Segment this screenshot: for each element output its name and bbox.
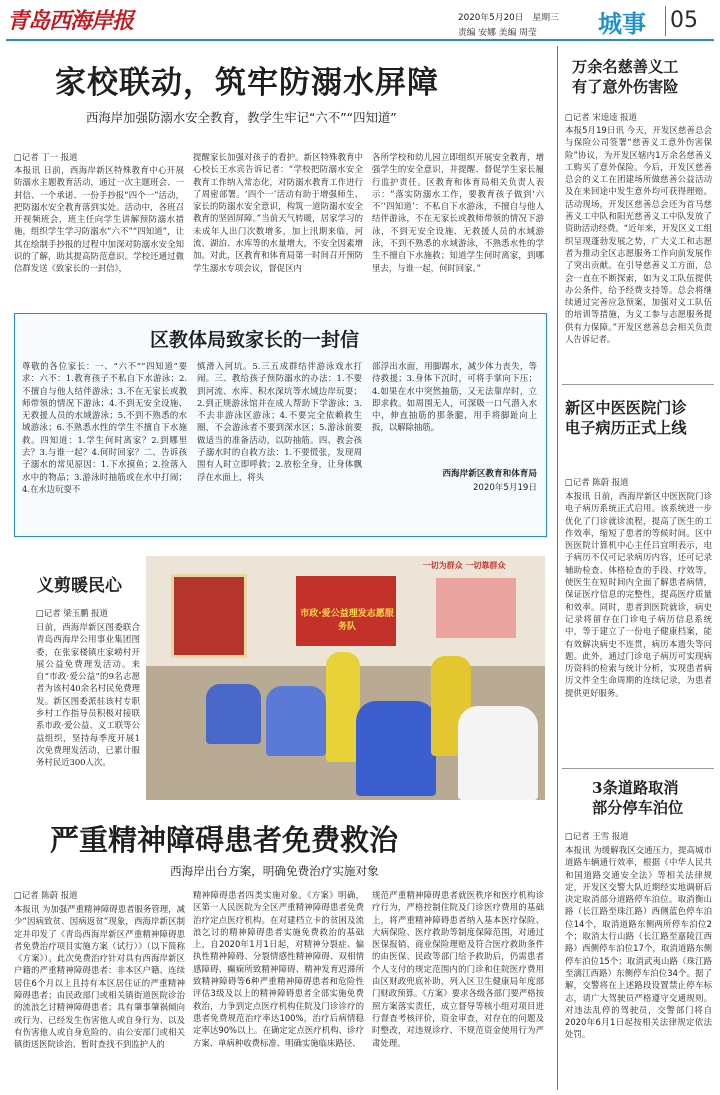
byline: □记者 宋逵逵 报道 (565, 112, 637, 122)
newspaper-logo: 青岛西海岸报 (7, 8, 134, 34)
headline-volunteer-insurance: 万余名慈善义工 有了意外伤害险 (572, 58, 679, 96)
sidebar-separator (562, 768, 714, 769)
article-column: 本报讯 日前，西海岸新区特殊教育中心开展防溺水主题教育活动，通过一次主题班会、一封信、一个承诺、一份手抄报“四个一”活动，把防溺水安全教育落到实处。活动中，各班召开视频班会，班主任向学生讲解预防溺水措施，组织学生学习防溺水“六不”“四知道”，让其在绘制手抄报的过程中加深对防溺水安全知识的了解，助其提高防范意识。学校还通过微信群发送《致家长的一封信》， (14, 165, 184, 274)
article-column: 本报讯 日前，西海岸新区中医医院门诊电子病历系统正式启用。该系统进一步优化了门诊就诊流程，提高了医生的工作效率，缩短了患者的等候时间。区中医医院计算机中心主任吕宜明表示，电子病历不仅可记录病历内容，还可记录辅助检查、体格检查的手段、疗效等，使医生在短时间内全面了解患者病情，保证医疗信息的完整性，提高医疗质量和效率。同时，患者到医院就诊，病史记录将留存在门诊电子病历信息系统中，等于建立了一份电子健康档案，能有效解决病史不连贯，病历本遗失等问题。此外，通过门诊电子病历可实现病历资料的检索与统计分析，实现患者病历文件全生命周期的连续记录，为患者提供更好服务。 (565, 491, 712, 698)
byline: □记者 王雪 报道 (565, 831, 629, 841)
headline-parking: 3条道路取消 部分停车泊位 (592, 779, 684, 817)
haircut-photo (146, 556, 545, 800)
editors-line: 责编 安娜 美编 周莹 (458, 28, 537, 38)
sidebar-separator (562, 384, 714, 385)
page-number: 05 (670, 8, 698, 33)
article-column: 本报讯 为缓解我区交通压力，提高城市道路车辆通行效率，根据《中华人民共和国道路交通安全法》等相关法律规定，开发区交警大队近期经实地调研后决定取消部分道路停车泊位。取消衡山路（长江路至珠江路）西侧蓝色停车泊位14个，取消道路东侧两所停车泊位2个；取消太行山路（长江路至嘉陵江西路）西侧停车泊位17个，取消道路东侧停车泊位15个；取消武夷山路（珠江路至漓江西路）东侧停车泊位34个。据了解，交警将在上述路段设置禁止停车标志，请广大驾驶员严格遵守交通规则。对违法乱停的驾驶员，交警部门将自2020年6月1日起按相关法律规定依法处罚。 (565, 845, 712, 1040)
issue-date: 2020年5月20日 星期三 (458, 13, 559, 23)
subhead-mental-health: 西海岸出台方案，明确免费治疗实施对象 (170, 864, 379, 878)
photo-banner: 市政·爱公益理发志愿服务队 (300, 609, 394, 632)
byline: □记者 陈蔚 报道 (14, 890, 78, 900)
letter-column: 慎滑入河坑。5.三五成群结伴游泳戏水打闹。三、教给孩子预防溺水的办法：1.不要到河流、水库、积水深坑等水域边岸玩耍；2.到正规游泳馆并在成人帮助下学游泳；3.不去非游泳区游泳；4.不要完全依赖救生圈，不会游泳者不要到深水区；5.游泳前要做适当的准备活动，以防抽筋。四、教会孩子溺水时的自救方法：1.不要慌张，发现周围有人时立即呼救；2.放松全身，让身体飘浮在水面上，将头 (197, 361, 362, 482)
letter-column: 部浮出水面，用脚踢水，减少体力丧失，等待救援；3.身体下沉时，可将手掌向下压；4.如果在水中突然抽筋，又无法靠岸时，立即求救。如周围无人，可深吸一口气潜入水中，伸直抽筋的那条腿，用手将脚趾向上扳，以解除抽筋。 (372, 361, 537, 433)
letter-date: 2020年5月19日 (472, 483, 537, 493)
header-rule (6, 39, 714, 41)
byline: □记者 梁玉鹏 报道 (36, 608, 108, 618)
byline: □记者 陈蔚 报道 (565, 477, 629, 487)
headline-e-records: 新区中医医院门诊 电子病历正式上线 (565, 399, 687, 437)
article-column: 日前，西海岸新区图委联合青岛西海岸公用事业集团图委，在张家楼镇庄家崂村开展公益免费理发活动。来自“市政·爱公益”的9名志愿者为该村40余名村民免费理发。新区图委派驻该村专职乡村工作指导员积极对接联系市政·爱公益、义工联等公益组织，坚持每季度开展1次免费理发活动，已累计服务村民近300人次。 (36, 622, 140, 768)
headline-haircut: 义剪暖民心 (37, 576, 122, 596)
article-column: 规范严重精神障碍患者就医秩序和医疗机构诊疗行为，严格控制住院及门诊医疗费用的基础上，将严重精神障碍患者纳入基本医疗保险、大病保险、医疗救助等制度保障范围，对通过医保报销、商业保险理赔及符合医疗救助条件的由医保、民政等部门给予救助后，仍需患者个人支付的规定范围内的门诊和住院医疗费用由区财政兜底补助，列入区卫生健康局年度部门财政预算。《方案》要求各级各部门要严格按照方案落实责任，成立督导等核小组对项目进行督查考核评价，资金审查，对存在的问题及时整改，对违规诊疗、不规范资金使用行为严肃处理。 (372, 890, 544, 1048)
photo-poster: 一切为群众 一切靠群众 (422, 561, 506, 570)
article-column: 本报讯 为加强严重精神障碍患者服务管理，减少“因病致贫、因病返贫”现象，西海岸新区制定并印发了《青岛西海岸新区严重精神障碍患者免费治疗项目实施方案（试行）》（以下简称《方案》）。此次免费治疗针对具有西海岸新区户籍的严重精神障碍患者：非本区户籍、连续居住6个月以上且持有本区居住证的严重精神障碍患者；由民政部门或相关镇街道医院诊治的流浪乞讨精神障碍患者；具有肇事肇祸倾向或行为、已经发生伤害他人或自身行为、以及有伤害他人或自身危险的、由公安部门或相关镇街送医院诊治、暂时查找不到监护人的 (14, 904, 185, 1050)
byline: □记者 丁一 报道 (14, 152, 78, 162)
headline-mental-health: 严重精神障碍患者免费救治 (50, 823, 399, 857)
header-divider (665, 6, 666, 36)
section-title: 城事 (598, 10, 646, 38)
letter-signature: 西海岸新区教育和体育局 (442, 469, 537, 479)
article-column: 精神障碍患者四类实施对象。《方案》明确，区第一人民医院为全区严重精神障碍患者免费治疗定点医疗机构。在对建档立卡的贫困及流浪乞讨的精神障碍患者实施免费救治的基础上，自2020年1月1日起，对精神分裂症、偏执性精神障碍、分裂情感性精神障碍、双相情感障碍、癫痫所致精神障碍、精神发育迟滞所致精神障碍等6种严重精神障碍患者和危险性评估3级及以上的精神障碍患者全部实施免费救治，力争到定点医疗机构住院及门诊诊疗的患者免费规范治疗率达100%，治疗后病情稳定率达90%以上。在确定定点医疗机构、诊疗方案、单病种收费标准、明确实施临床路径、 (193, 890, 364, 1048)
letter-column: 尊敬的各位家长：一、“六不”“四知道”要求：六不：1.教育孩子不私自下水游泳；2.不擅自与他人结伴游泳；3.不在无家长或教师带领的情况下游泳；4.不到无安全设施、无救援人员的水域游泳；5.不到不熟悉的水域游泳；6.不熟悉水性的学生不擅自下水施救。四知道：1.学生何时离家？2.到哪里去？3.与谁一起？4.何时回家？二、告诉孩子溺水的常见原因：1.下水摸鱼；2.捡落入水中的物品；3.游泳时抽筋或在水中打闹；4.在水边玩耍不 (22, 361, 187, 494)
article-column: 各所学校和幼儿园立即组织开展安全教育，增强学生的安全意识，并提醒、督促学生家长履行监护责任。区教育和体育局相关负责人表示：“落实防溺水工作，要教育孩子做到‘六不’‘四知道’：不私自下水游泳，不擅自与他人结伴游泳，不在无家长或教师带领的情况下游泳，不到无安全设施、无救援人员的水域游泳，不到不熟悉的水域游泳，不熟悉水性的学生不擅自下水施救；知道学生何时离家，到哪里去，与谁一起，何时回家。” (372, 152, 544, 273)
headline-drowning: 家校联动，筑牢防溺水屏障 (55, 65, 439, 101)
article-column: 提醒家长加强对孩子的看护。新区特殊教育中心校长王水宾告诉记者：“学校把防溺水安全教育工作纳入常态化，对防溺水教育工作进行了周密部署。‘四个一’活动有助于增强师生、家长的防溺水安全意识，构筑一道防溺水安全教育的坚固屏障。”当前天气转暖，居家学习的未成年人出门次数增多，加上汛期来临，河流、湖泊、水库等的水量增大，不安全因素增加。对此，区教育和体育局第一时间召开预防学生溺水专项会议，督促区内 (193, 152, 363, 273)
subhead-drowning: 西海岸加强防溺水安全教育，教学生牢记“六不”“四知道” (86, 110, 397, 125)
letter-title: 区教体局致家长的一封信 (150, 329, 360, 351)
article-column: 本报5月19日讯 今天，开发区慈善总会与保险公司签署“慈善义工意外伤害保险”协议，为开发区辖内1万余名慈善义工购买了意外保险。今后，开发区慈善总会的义工在团建场所做慈善公益活动及在来回途中发生意外均可获得理赔。活动现场，开发区慈善总会还为首马慈善义工中队和阳光慈善义工中队发放了资助活动经费。“近年来，开发区义工组织呈现蓬勃发展之势，广大义工和志愿者为推动全区志愿服务工作向前发展作了突出贡献。在引导慈善义工方面，总会一直在不断探索，如为义工队伍提供办公条件，给予经费支持等。总会将继续通过完善应急预案，加强对义工队伍的培训等措施，为义工参与志愿服务提供有力保障。”开发区慈善总会相关负责人告诉记者。 (565, 125, 712, 345)
sidebar-divider (557, 46, 558, 1090)
